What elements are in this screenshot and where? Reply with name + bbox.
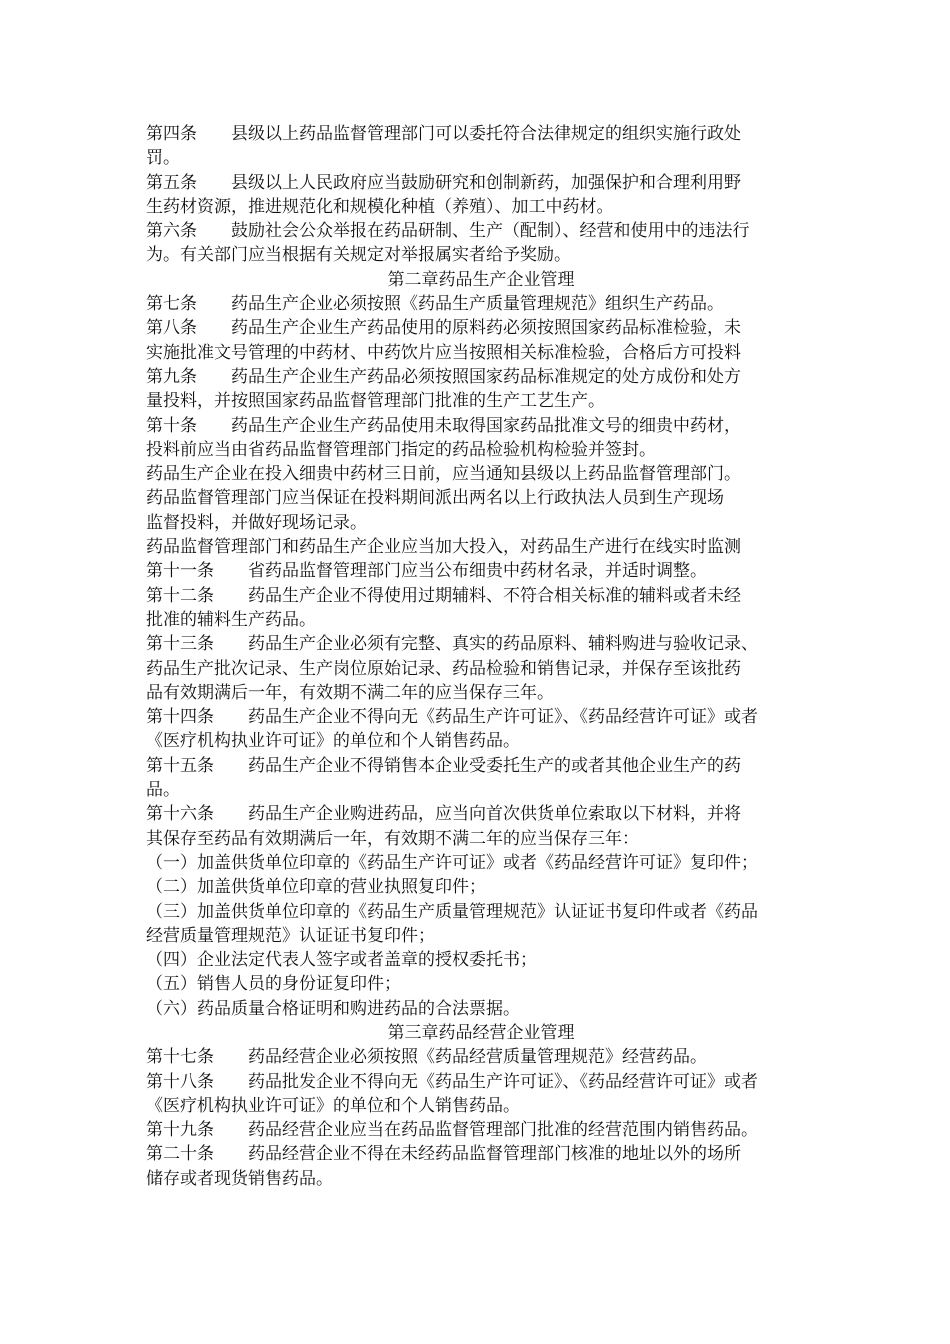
text-line: 药品监督管理部门应当保证在投料期间派出两名以上行政执法人员到生产现场 xyxy=(146,488,724,509)
text-line: （二）加盖供货单位印章的营业执照复印件； xyxy=(146,877,486,898)
text-line: 第十四条 药品生产企业不得向无《药品生产许可证》、《药品经营许可证》或者 xyxy=(146,707,758,728)
text-line: （四）企业法定代表人签字或者盖章的授权委托书； xyxy=(146,950,537,971)
text-line: 第六条 鼓励社会公众举报在药品研制、生产（配制）、经营和使用中的违法行 xyxy=(146,221,750,242)
text-line: 为。有关部门应当根据有关规定对举报属实者给予奖励。 xyxy=(146,245,571,266)
text-line: 经营质量管理规范》认证证书复印件； xyxy=(146,925,435,946)
text-line: 品。 xyxy=(146,780,180,801)
text-line: 第十六条 药品生产企业购进药品，应当向首次供货单位索取以下材料，并将 xyxy=(146,804,741,825)
text-line: 第二十条 药品经营企业不得在未经药品监督管理部门核准的地址以外的场所 xyxy=(146,1144,741,1165)
text-line: （一）加盖供货单位印章的《药品生产许可证》或者《药品经营许可证》复印件； xyxy=(146,852,758,873)
text-line: 《医疗机构执业许可证》的单位和个人销售药品。 xyxy=(146,1095,520,1116)
text-line: 第十二条 药品生产企业不得使用过期辅料、不符合相关标准的辅料或者未经 xyxy=(146,585,741,606)
text-line: 监督投料，并做好现场记录。 xyxy=(146,512,367,533)
text-line: 批准的辅料生产药品。 xyxy=(146,609,316,630)
text-line: 第十三条 药品生产企业必须有完整、真实的药品原料、辅料购进与验收记录、 xyxy=(146,634,758,655)
text-line: 其保存至药品有效期满后一年，有效期不满二年的应当保存三年： xyxy=(146,828,639,849)
text-line: 药品生产企业在投入细贵中药材三日前，应当通知县级以上药品监督管理部门。 xyxy=(146,464,741,485)
text-line: 药品生产批次记录、生产岗位原始记录、药品检验和销售记录，并保存至该批药 xyxy=(146,658,741,679)
text-line: 第四条 县级以上药品监督管理部门可以委托符合法律规定的组织实施行政处 xyxy=(146,124,741,144)
text-line: 第九条 药品生产企业生产药品必须按照国家药品标准规定的处方成份和处方 xyxy=(146,366,741,387)
text-line: 储存或者现货销售药品。 xyxy=(146,1168,333,1189)
text-line: 罚。 xyxy=(146,148,180,169)
text-line: （五）销售人员的身份证复印件； xyxy=(146,974,401,995)
text-line: 《医疗机构执业许可证》的单位和个人销售药品。 xyxy=(146,731,520,752)
chapter-heading: 第二章药品生产企业管理 xyxy=(387,269,575,290)
text-line: 生药材资源，推进规范化和规模化种植（养殖）、加工中药材。 xyxy=(146,196,614,217)
text-line: 实施批准文号管理的中药材、中药饮片应当按照相关标准检验，合格后方可投料 xyxy=(146,342,741,363)
text-line: 第十一条 省药品监督管理部门应当公布细贵中药材名录，并适时调整。 xyxy=(146,561,707,582)
text-line: 第五条 县级以上人民政府应当鼓励研究和创制新药，加强保护和合理利用野 xyxy=(146,172,741,193)
text-line: 药品监督管理部门和药品生产企业应当加大投入，对药品生产进行在线实时监测 xyxy=(146,537,741,558)
text-line: 品有效期满后一年，有效期不满二年的应当保存三年。 xyxy=(146,682,554,703)
text-line: 第十五条 药品生产企业不得销售本企业受委托生产的或者其他企业生产的药 xyxy=(146,755,741,776)
text-line: 第十条 药品生产企业生产药品使用未取得国家药品批准文号的细贵中药材， xyxy=(146,415,741,436)
chapter-heading: 第三章药品经营企业管理 xyxy=(387,1022,575,1043)
text-line: 量投料，并按照国家药品监督管理部门批准的生产工艺生产。 xyxy=(146,391,605,412)
text-line: 第十七条 药品经营企业必须按照《药品经营质量管理规范》经营药品。 xyxy=(146,1047,707,1068)
text-line: 第十八条 药品批发企业不得向无《药品生产许可证》、《药品经营许可证》或者 xyxy=(146,1071,758,1092)
text-line: 第八条 药品生产企业生产药品使用的原料药必须按照国家药品标准检验，未 xyxy=(146,318,741,339)
document-body xyxy=(146,122,816,1191)
text-line: （六）药品质量合格证明和购进药品的合法票据。 xyxy=(146,998,520,1019)
text-line: （三）加盖供货单位印章的《药品生产质量管理规范》认证证书复印件或者《药品 xyxy=(146,901,758,922)
text-line: 第十九条 药品经营企业应当在药品监督管理部门批准的经营范围内销售药品。 xyxy=(146,1120,758,1141)
text-line: 投料前应当由省药品监督管理部门指定的药品检验机构检验并签封。 xyxy=(146,439,656,460)
text-line: 第七条 药品生产企业必须按照《药品生产质量管理规范》组织生产药品。 xyxy=(146,294,724,315)
